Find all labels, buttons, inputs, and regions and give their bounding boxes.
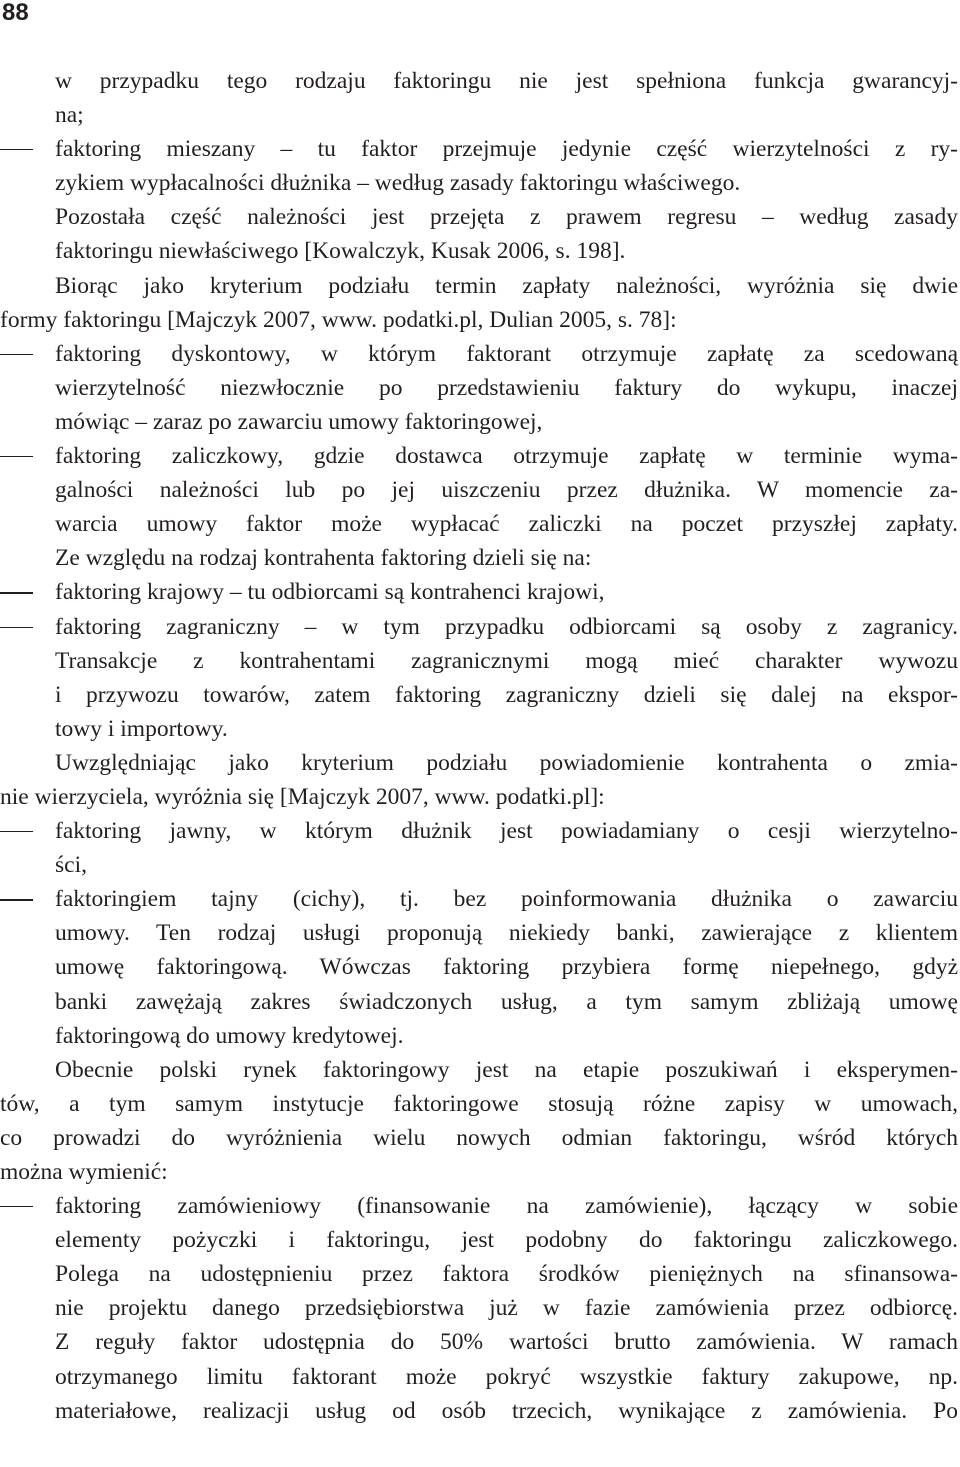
- text-line: [0, 234, 958, 268]
- line-text: Pozostała część należności jest przejęta z prawem regresu – według zasady: [55, 204, 958, 231]
- line-text: Z reguły faktor udostępnia do 50% wartości brutto zamówienia. W ramach: [55, 1329, 958, 1356]
- bullet-line: [0, 337, 958, 371]
- line-text: elementy pożyczki i faktoringu, jest podobny do faktoringu zaliczkowego.: [55, 1227, 958, 1254]
- line-text: faktoring zamówieniowy (finansowanie na zamówienie), łączący w sobie: [55, 1193, 958, 1220]
- line-text: i przywozu towarów, zatem faktoring zagraniczny dzieli się dalej na ekspor-: [55, 681, 958, 708]
- text-line: [0, 644, 958, 678]
- line-text: towy i importowy.: [55, 715, 228, 742]
- text-line: [0, 64, 958, 98]
- line-text: na;: [55, 102, 84, 129]
- dash-bullet-icon: [0, 1206, 33, 1207]
- line-text: faktoring zagraniczny – w tym przypadku odbiorcami są osoby z zagranicy.: [55, 613, 958, 640]
- text-line: [0, 848, 958, 882]
- text-line: [0, 1053, 958, 1087]
- text-line: [0, 1155, 958, 1189]
- bullet-line: [0, 439, 958, 473]
- text-line: [0, 780, 958, 814]
- text-line: [0, 1019, 958, 1053]
- text-line: [0, 371, 958, 405]
- line-text: nie wierzyciela, wyróżnia się [Majczyk 2007, www. podatki.pl]:: [0, 783, 605, 810]
- line-text: tów, a tym samym instytucje faktoringowe stosują różne zapisy w umowach,: [0, 1090, 958, 1117]
- body-text: [0, 64, 958, 1428]
- dash-bullet-icon: [0, 456, 33, 457]
- dash-bullet-icon: [0, 592, 33, 593]
- line-text: Biorąc jako kryterium podziału termin zapłaty należności, wyróżnia się dwie: [55, 272, 958, 299]
- line-text: formy faktoringu [Majczyk 2007, www. podatki.pl, Dulian 2005, s. 78]:: [0, 306, 677, 333]
- text-line: [0, 916, 958, 950]
- line-text: otrzymanego limitu faktorant może pokryć wszystkie faktury zakupowe, np.: [55, 1363, 958, 1390]
- line-text: umowę faktoringową. Wówczas faktoring przybiera formę niepełnego, gdyż: [55, 954, 958, 981]
- bullet-line: [0, 814, 958, 848]
- text-line: [0, 1121, 958, 1155]
- bullet-line: [0, 610, 958, 644]
- text-line: [0, 1257, 958, 1291]
- line-text: umowy. Ten rodzaj usługi proponują niekiedy banki, zawierające z klientem: [55, 920, 958, 947]
- text-line: [0, 98, 958, 132]
- line-text: Uwzględniając jako kryterium podziału powiadomienie kontrahenta o zmia-: [55, 749, 958, 776]
- text-line: [0, 950, 958, 984]
- dash-bullet-icon: [0, 354, 33, 355]
- text-line: [0, 1087, 958, 1121]
- text-line: [0, 269, 958, 303]
- line-text: faktoring jawny, w którym dłużnik jest powiadamiany o cesji wierzytelno-: [55, 818, 958, 845]
- line-text: faktoring mieszany – tu faktor przejmuje jedynie część wierzytelności z ry-: [55, 136, 958, 163]
- line-text: ści,: [55, 852, 87, 879]
- line-text: faktoring zaliczkowy, gdzie dostawca otrzymuje zapłatę w terminie wyma-: [55, 443, 958, 470]
- text-line: [0, 200, 958, 234]
- text-line: [0, 985, 958, 1019]
- text-line: [0, 473, 958, 507]
- line-text: mówiąc – zaraz po zawarciu umowy faktoringowej,: [55, 408, 543, 435]
- dash-bullet-icon: [0, 627, 33, 628]
- line-text: wierzytelność niezwłocznie po przedstawieniu faktury do wykupu, inaczej: [55, 374, 958, 401]
- bullet-line: [0, 882, 958, 916]
- line-text: Ze względu na rodzaj kontrahenta faktoring dzieli się na:: [55, 545, 592, 572]
- text-line: [0, 507, 958, 541]
- text-line: [0, 1291, 958, 1325]
- dash-bullet-icon: [0, 899, 33, 900]
- line-text: faktoringową do umowy kredytowej.: [55, 1022, 404, 1049]
- line-text: faktoringiem tajny (cichy), tj. bez poinformowania dłużnika o zawarciu: [55, 886, 958, 913]
- line-text: nie projektu danego przedsiębiorstwa już w fazie zamówienia przez odbiorcę.: [55, 1295, 958, 1322]
- text-line: [0, 1223, 958, 1257]
- text-line: [0, 712, 958, 746]
- dash-bullet-icon: [0, 831, 33, 832]
- line-text: faktoringu niewłaściwego [Kowalczyk, Kusak 2006, s. 198].: [55, 238, 626, 265]
- line-text: w przypadku tego rodzaju faktoringu nie jest spełniona funkcja gwarancyj-: [55, 68, 958, 94]
- text-line: [0, 405, 958, 439]
- line-text: faktoring dyskontowy, w którym faktorant otrzymuje zapłatę za scedowaną: [55, 340, 958, 367]
- line-text: Obecnie polski rynek faktoringowy jest na etapie poszukiwań i eksperymen-: [55, 1056, 958, 1083]
- text-line: [0, 166, 958, 200]
- text-line: [0, 1394, 958, 1428]
- text-line: [0, 303, 958, 337]
- page-number: 88: [2, 0, 29, 26]
- text-line: [0, 1360, 958, 1394]
- line-text: warcia umowy faktor może wypłacać zaliczki na poczet przyszłej zapłaty.: [55, 511, 958, 538]
- line-text: Polega na udostępnieniu przez faktora środków pieniężnych na sfinansowa-: [55, 1261, 958, 1288]
- bullet-line: [0, 575, 958, 609]
- text-line: [0, 1325, 958, 1359]
- text-line: [0, 541, 958, 575]
- line-text: co prowadzi do wyróżnienia wielu nowych odmian faktoringu, wśród których: [0, 1124, 958, 1151]
- bullet-line: [0, 1189, 958, 1223]
- line-text: materiałowe, realizacji usług od osób trzecich, wynikające z zamówienia. Po: [55, 1397, 958, 1424]
- bullet-line: [0, 132, 958, 166]
- line-text: faktoring krajowy – tu odbiorcami są kontrahenci krajowi,: [55, 579, 605, 606]
- line-text: galności należności lub po jej uiszczeniu przez dłużnika. W momencie za-: [55, 477, 958, 504]
- dash-bullet-icon: [0, 149, 33, 150]
- line-text: można wymienić:: [0, 1159, 168, 1185]
- text-line: [0, 746, 958, 780]
- line-text: banki zawężają zakres świadczonych usług, a tym samym zbliżają umowę: [55, 988, 958, 1015]
- line-text: zykiem wypłacalności dłużnika – według zasady faktoringu właściwego.: [55, 170, 741, 197]
- line-text: Transakcje z kontrahentami zagranicznymi mogą mieć charakter wywozu: [55, 647, 958, 674]
- text-line: [0, 678, 958, 712]
